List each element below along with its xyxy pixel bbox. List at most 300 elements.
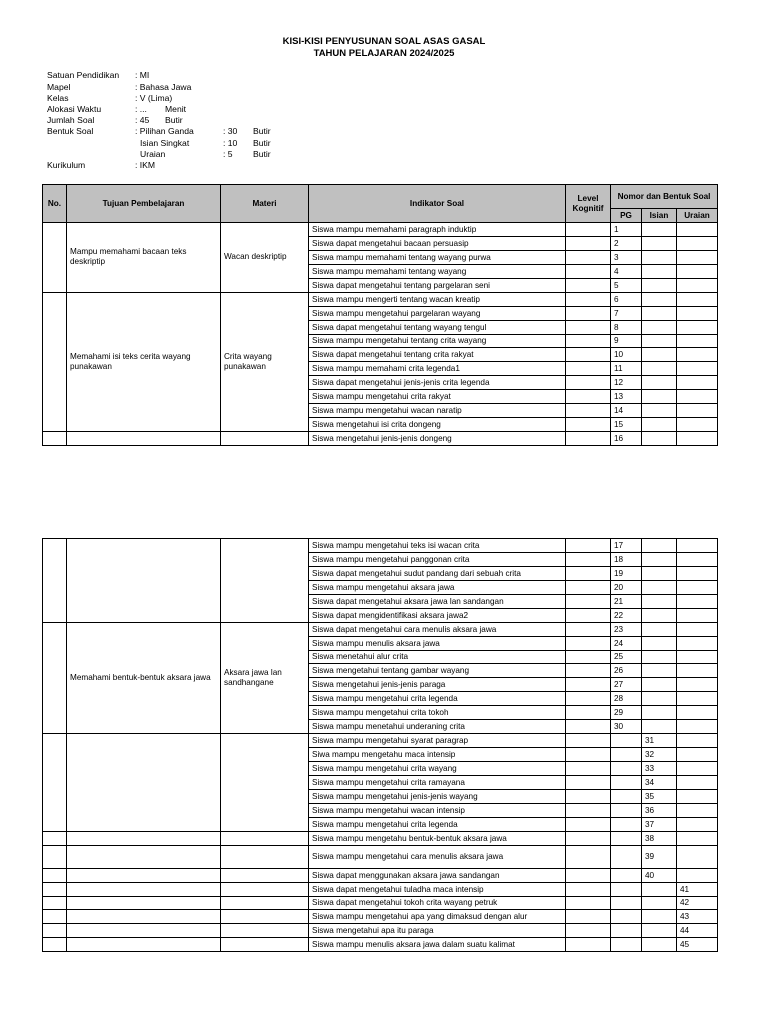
table-row: [43, 622, 718, 636]
cell-uraian: [677, 845, 718, 868]
bentuk-name-1: Isian Singkat: [140, 138, 190, 148]
cell-level: [566, 418, 611, 432]
cell-pg: [611, 882, 642, 896]
cell-no: [43, 938, 67, 952]
cell-indikator: Siswa dapat mengetahui tentang wayang tengul: [309, 320, 566, 334]
cell-pg: 28: [611, 692, 642, 706]
cell-tujuan: Mampu memahami bacaan teks deskriptip: [67, 223, 221, 293]
cell-level: [566, 580, 611, 594]
cell-materi: [221, 539, 309, 623]
cell-level: [566, 734, 611, 748]
cell-uraian: [677, 622, 718, 636]
cell-materi: Wacan deskriptip: [221, 223, 309, 293]
value-jumlah: : 45: [135, 115, 150, 125]
bentuk-name-0: : Pilihan Ganda: [135, 126, 194, 136]
bentuk-unit-0: Butir: [253, 126, 271, 136]
cell-indikator: Siswa mampu mengerti tentang wacan kreatip: [309, 292, 566, 306]
cell-level: [566, 223, 611, 237]
label-alokasi: Alokasi Waktu: [47, 104, 102, 114]
cell-level: [566, 678, 611, 692]
cell-isian: [642, 664, 677, 678]
cell-indikator: Siswa dapat mengidentifikasi aksara jawa2: [309, 608, 566, 622]
cell-indikator: Siswa mampu mengetahui crita legenda: [309, 817, 566, 831]
table-row: [43, 910, 718, 924]
cell-uraian: [677, 404, 718, 418]
cell-isian: [642, 678, 677, 692]
label-satuan: Satuan Pendidikan: [47, 70, 120, 80]
cell-level: [566, 868, 611, 882]
header-isian: Isian: [642, 209, 677, 223]
cell-pg: 3: [611, 250, 642, 264]
cell-materi: [221, 896, 309, 910]
value-mapel: : Bahasa Jawa: [135, 82, 192, 92]
label-kelas: Kelas: [47, 93, 69, 103]
cell-uraian: 42: [677, 896, 718, 910]
cell-uraian: [677, 334, 718, 348]
cell-pg: 23: [611, 622, 642, 636]
header-level: Level Kognitif: [566, 185, 611, 223]
cell-pg: 15: [611, 418, 642, 432]
cell-uraian: [677, 734, 718, 748]
cell-level: [566, 404, 611, 418]
cell-indikator: Siswa dapat mengetahui tentang crita rakyat: [309, 348, 566, 362]
cell-level: [566, 432, 611, 446]
cell-no: [43, 223, 67, 293]
table-row: [43, 292, 718, 306]
cell-isian: [642, 910, 677, 924]
cell-indikator: Siswa mampu mengetahui syarat paragrap: [309, 734, 566, 748]
table-row: [43, 896, 718, 910]
kisi-table-page-1: [42, 184, 718, 446]
cell-isian: 36: [642, 803, 677, 817]
cell-uraian: [677, 868, 718, 882]
cell-isian: [642, 692, 677, 706]
table-row: [43, 223, 718, 237]
cell-materi: [221, 924, 309, 938]
cell-level: [566, 622, 611, 636]
cell-level: [566, 896, 611, 910]
cell-indikator: Siswa mampu mengetahui cara menulis aksara jawa: [309, 845, 566, 868]
cell-isian: [642, 348, 677, 362]
cell-pg: 10: [611, 348, 642, 362]
cell-indikator: Siswa menetahui alur crita: [309, 650, 566, 664]
cell-tujuan: [67, 734, 221, 832]
cell-pg: 30: [611, 720, 642, 734]
bentuk-count-0: : 30: [223, 126, 238, 136]
cell-level: [566, 831, 611, 845]
cell-uraian: [677, 831, 718, 845]
cell-isian: 38: [642, 831, 677, 845]
cell-level: [566, 390, 611, 404]
cell-pg: 8: [611, 320, 642, 334]
cell-uraian: [677, 762, 718, 776]
cell-uraian: 41: [677, 882, 718, 896]
cell-isian: [642, 938, 677, 952]
cell-uraian: [677, 278, 718, 292]
header-nomor: Nomor dan Bentuk Soal: [611, 185, 718, 209]
cell-indikator: Siswa mengetahui jenis-jenis dongeng: [309, 432, 566, 446]
cell-materi: Aksara jawa lan sandhangane: [221, 622, 309, 734]
cell-isian: [642, 636, 677, 650]
table-row: [43, 734, 718, 748]
cell-pg: 6: [611, 292, 642, 306]
cell-indikator: Siswa mengetahui tentang gambar wayang: [309, 664, 566, 678]
cell-isian: [642, 390, 677, 404]
cell-indikator: Siswa dapat mengetahui jenis-jenis crita legenda: [309, 376, 566, 390]
cell-uraian: [677, 636, 718, 650]
cell-no: [43, 622, 67, 734]
cell-no: [43, 432, 67, 446]
cell-indikator: Siswa mampu memahami paragraph induktip: [309, 223, 566, 237]
cell-uraian: [677, 748, 718, 762]
cell-level: [566, 608, 611, 622]
cell-uraian: [677, 292, 718, 306]
cell-level: [566, 292, 611, 306]
cell-uraian: 44: [677, 924, 718, 938]
cell-tujuan: [67, 882, 221, 896]
cell-pg: [611, 817, 642, 831]
cell-isian: [642, 292, 677, 306]
cell-no: [43, 924, 67, 938]
cell-no: [43, 910, 67, 924]
cell-level: [566, 566, 611, 580]
cell-pg: [611, 896, 642, 910]
cell-indikator: Siswa mampu mengetahui crita tokoh: [309, 706, 566, 720]
cell-isian: [642, 334, 677, 348]
cell-indikator: Siswa mampu mengetahui jenis-jenis wayang: [309, 789, 566, 803]
cell-level: [566, 706, 611, 720]
cell-uraian: [677, 720, 718, 734]
cell-tujuan: [67, 896, 221, 910]
cell-uraian: [677, 664, 718, 678]
cell-pg: 5: [611, 278, 642, 292]
cell-uraian: [677, 594, 718, 608]
header-materi: Materi: [221, 185, 309, 223]
cell-uraian: [677, 539, 718, 553]
cell-pg: [611, 910, 642, 924]
table-row: [43, 938, 718, 952]
cell-pg: [611, 748, 642, 762]
cell-level: [566, 817, 611, 831]
cell-materi: [221, 432, 309, 446]
cell-indikator: Siswa mampu mengetahui teks isi wacan crita: [309, 539, 566, 553]
header-uraian: Uraian: [677, 209, 718, 223]
cell-indikator: Siswa mengetahui apa itu paraga: [309, 924, 566, 938]
cell-tujuan: [67, 845, 221, 868]
cell-pg: 1: [611, 223, 642, 237]
cell-uraian: [677, 236, 718, 250]
cell-uraian: [677, 250, 718, 264]
cell-level: [566, 924, 611, 938]
cell-materi: [221, 868, 309, 882]
cell-uraian: 45: [677, 938, 718, 952]
cell-uraian: [677, 390, 718, 404]
cell-isian: [642, 404, 677, 418]
cell-indikator: Siswa mampu memahami tentang wayang: [309, 264, 566, 278]
cell-uraian: [677, 306, 718, 320]
value-kurikulum: : IKM: [135, 160, 156, 170]
cell-isian: [642, 264, 677, 278]
cell-level: [566, 636, 611, 650]
cell-materi: [221, 910, 309, 924]
cell-no: [43, 896, 67, 910]
cell-pg: 9: [611, 334, 642, 348]
cell-indikator: Siswa mampu mengetahui wacan naratip: [309, 404, 566, 418]
cell-isian: [642, 882, 677, 896]
cell-indikator: Siswa mampu memahami tentang wayang purwa: [309, 250, 566, 264]
cell-isian: [642, 376, 677, 390]
cell-indikator: Siswa mampu mengetahui aksara jawa: [309, 580, 566, 594]
cell-isian: [642, 650, 677, 664]
table-row: [43, 868, 718, 882]
cell-uraian: [677, 552, 718, 566]
cell-level: [566, 320, 611, 334]
cell-materi: [221, 831, 309, 845]
cell-isian: [642, 236, 677, 250]
document-subtitle: TAHUN PELAJARAN 2024/2025: [313, 48, 455, 59]
cell-tujuan: [67, 924, 221, 938]
cell-pg: 18: [611, 552, 642, 566]
cell-tujuan: [67, 539, 221, 623]
cell-tujuan: [67, 938, 221, 952]
cell-level: [566, 594, 611, 608]
value-kelas: : V (Lima): [135, 93, 173, 103]
cell-isian: 32: [642, 748, 677, 762]
cell-indikator: Siswa dapat mengetahui tuladha maca intensip: [309, 882, 566, 896]
cell-uraian: [677, 432, 718, 446]
cell-uraian: [677, 418, 718, 432]
cell-isian: 40: [642, 868, 677, 882]
cell-level: [566, 348, 611, 362]
cell-no: [43, 868, 67, 882]
cell-isian: [642, 278, 677, 292]
cell-isian: [642, 432, 677, 446]
cell-isian: 33: [642, 762, 677, 776]
cell-pg: [611, 938, 642, 952]
cell-indikator: Siwa mampu mengetahu maca intensip: [309, 748, 566, 762]
cell-pg: 26: [611, 664, 642, 678]
cell-tujuan: [67, 910, 221, 924]
cell-isian: [642, 539, 677, 553]
label-mapel: Mapel: [47, 82, 71, 92]
cell-uraian: [677, 817, 718, 831]
cell-pg: [611, 868, 642, 882]
cell-indikator: Siswa mampu mengetahui crita rakyat: [309, 390, 566, 404]
bentuk-name-2: Uraian: [140, 149, 166, 159]
cell-level: [566, 376, 611, 390]
cell-uraian: [677, 803, 718, 817]
cell-pg: 13: [611, 390, 642, 404]
cell-level: [566, 910, 611, 924]
bentuk-count-1: : 10: [223, 138, 238, 148]
cell-pg: 25: [611, 650, 642, 664]
cell-pg: 17: [611, 539, 642, 553]
cell-no: [43, 882, 67, 896]
cell-level: [566, 803, 611, 817]
cell-level: [566, 306, 611, 320]
cell-isian: [642, 250, 677, 264]
cell-level: [566, 775, 611, 789]
cell-isian: [642, 706, 677, 720]
cell-isian: 34: [642, 775, 677, 789]
cell-isian: 31: [642, 734, 677, 748]
cell-no: [43, 292, 67, 431]
cell-pg: [611, 845, 642, 868]
cell-pg: 7: [611, 306, 642, 320]
cell-level: [566, 650, 611, 664]
cell-tujuan: [67, 831, 221, 845]
cell-tujuan: Memahami isi teks cerita wayang punakawan: [67, 292, 221, 431]
cell-isian: [642, 418, 677, 432]
cell-level: [566, 334, 611, 348]
cell-isian: [642, 720, 677, 734]
cell-materi: [221, 845, 309, 868]
cell-uraian: [677, 706, 718, 720]
cell-indikator: Siswa mampu mengetahui tentang crita wayang: [309, 334, 566, 348]
cell-uraian: [677, 264, 718, 278]
cell-materi: Crita wayang punakawan: [221, 292, 309, 431]
cell-uraian: [677, 376, 718, 390]
bentuk-count-2: : 5: [223, 149, 233, 159]
cell-isian: 35: [642, 789, 677, 803]
cell-pg: 19: [611, 566, 642, 580]
cell-indikator: Siswa mampu mengetahu bentuk-bentuk aksara jawa: [309, 831, 566, 845]
cell-pg: [611, 831, 642, 845]
cell-isian: [642, 608, 677, 622]
cell-pg: [611, 789, 642, 803]
cell-pg: [611, 734, 642, 748]
cell-uraian: [677, 348, 718, 362]
cell-indikator: Siswa mampu mengetahui wacan intensip: [309, 803, 566, 817]
cell-indikator: Siswa mampu menulis aksara jawa dalam suatu kalimat: [309, 938, 566, 952]
cell-level: [566, 552, 611, 566]
cell-isian: [642, 362, 677, 376]
kisi-table-page-2: [42, 538, 718, 952]
cell-isian: [642, 924, 677, 938]
cell-indikator: Siswa mampu memahami crita legenda1: [309, 362, 566, 376]
cell-pg: [611, 803, 642, 817]
cell-isian: 37: [642, 817, 677, 831]
cell-no: [43, 734, 67, 832]
unit-alokasi: Menit: [165, 104, 187, 114]
cell-pg: 11: [611, 362, 642, 376]
cell-uraian: [677, 692, 718, 706]
cell-uraian: [677, 608, 718, 622]
cell-indikator: Siswa dapat mengetahui tokoh crita wayang petruk: [309, 896, 566, 910]
cell-pg: [611, 775, 642, 789]
header-indikator: Indikator Soal: [309, 185, 566, 223]
cell-uraian: [677, 580, 718, 594]
cell-isian: [642, 896, 677, 910]
bentuk-unit-1: Butir: [253, 138, 271, 148]
cell-indikator: Siswa mampu mengetahui crita ramayana: [309, 775, 566, 789]
cell-level: [566, 539, 611, 553]
label-jumlah: Jumlah Soal: [47, 115, 95, 125]
cell-level: [566, 938, 611, 952]
cell-indikator: Siswa mampu mengetahui pargelaran wayang: [309, 306, 566, 320]
table-row: [43, 882, 718, 896]
cell-level: [566, 264, 611, 278]
table-row: [43, 924, 718, 938]
cell-uraian: 43: [677, 910, 718, 924]
cell-level: [566, 692, 611, 706]
cell-indikator: Siswa dapat mengetahui cara menulis aksara jawa: [309, 622, 566, 636]
document-title: KISI-KISI PENYUSUNAN SOAL ASAS GASAL: [282, 36, 486, 47]
cell-indikator: Siswa dapat menggunakan aksara jawa sandangan: [309, 868, 566, 882]
header-tujuan: Tujuan Pembelajaran: [67, 185, 221, 223]
cell-isian: [642, 320, 677, 334]
cell-pg: 16: [611, 432, 642, 446]
cell-pg: 24: [611, 636, 642, 650]
cell-pg: 12: [611, 376, 642, 390]
cell-tujuan: [67, 432, 221, 446]
cell-pg: 22: [611, 608, 642, 622]
cell-indikator: Siswa mampu mengetahui crita wayang: [309, 762, 566, 776]
label-kurikulum: Kurikulum: [47, 160, 86, 170]
cell-no: [43, 831, 67, 845]
cell-materi: [221, 938, 309, 952]
table-row: [43, 432, 718, 446]
cell-no: [43, 845, 67, 868]
cell-tujuan: Memahami bentuk-bentuk aksara jawa: [67, 622, 221, 734]
cell-uraian: [677, 566, 718, 580]
cell-level: [566, 845, 611, 868]
cell-indikator: Siswa dapat mengetahui bacaan persuasip: [309, 236, 566, 250]
cell-level: [566, 720, 611, 734]
bentuk-unit-2: Butir: [253, 149, 271, 159]
cell-indikator: Siswa mengetahui jenis-jenis paraga: [309, 678, 566, 692]
cell-indikator: Siswa mampu menetahui underaning crita: [309, 720, 566, 734]
cell-level: [566, 236, 611, 250]
cell-isian: [642, 223, 677, 237]
cell-tujuan: [67, 868, 221, 882]
cell-indikator: Siswa dapat mengetahui tentang pargelaran seni: [309, 278, 566, 292]
cell-uraian: [677, 223, 718, 237]
cell-pg: [611, 924, 642, 938]
cell-pg: 27: [611, 678, 642, 692]
unit-jumlah: Butir: [165, 115, 183, 125]
label-bentuk: Bentuk Soal: [47, 126, 94, 136]
cell-level: [566, 789, 611, 803]
cell-pg: 29: [611, 706, 642, 720]
cell-isian: [642, 622, 677, 636]
cell-isian: [642, 594, 677, 608]
cell-no: [43, 539, 67, 623]
cell-uraian: [677, 789, 718, 803]
cell-isian: [642, 580, 677, 594]
cell-indikator: Siswa dapat mengetahui sudut pandang dari sebuah crita: [309, 566, 566, 580]
cell-uraian: [677, 320, 718, 334]
cell-isian: [642, 566, 677, 580]
cell-pg: 4: [611, 264, 642, 278]
cell-pg: [611, 762, 642, 776]
cell-materi: [221, 734, 309, 832]
cell-indikator: Siswa mampu mengetahui panggonan crita: [309, 552, 566, 566]
cell-uraian: [677, 775, 718, 789]
cell-uraian: [677, 650, 718, 664]
cell-uraian: [677, 362, 718, 376]
table-row: [43, 539, 718, 553]
cell-pg: 2: [611, 236, 642, 250]
cell-uraian: [677, 678, 718, 692]
table-row: [43, 831, 718, 845]
header-no: No.: [43, 185, 67, 223]
header-pg: PG: [611, 209, 642, 223]
cell-level: [566, 664, 611, 678]
cell-level: [566, 762, 611, 776]
cell-level: [566, 250, 611, 264]
cell-materi: [221, 882, 309, 896]
